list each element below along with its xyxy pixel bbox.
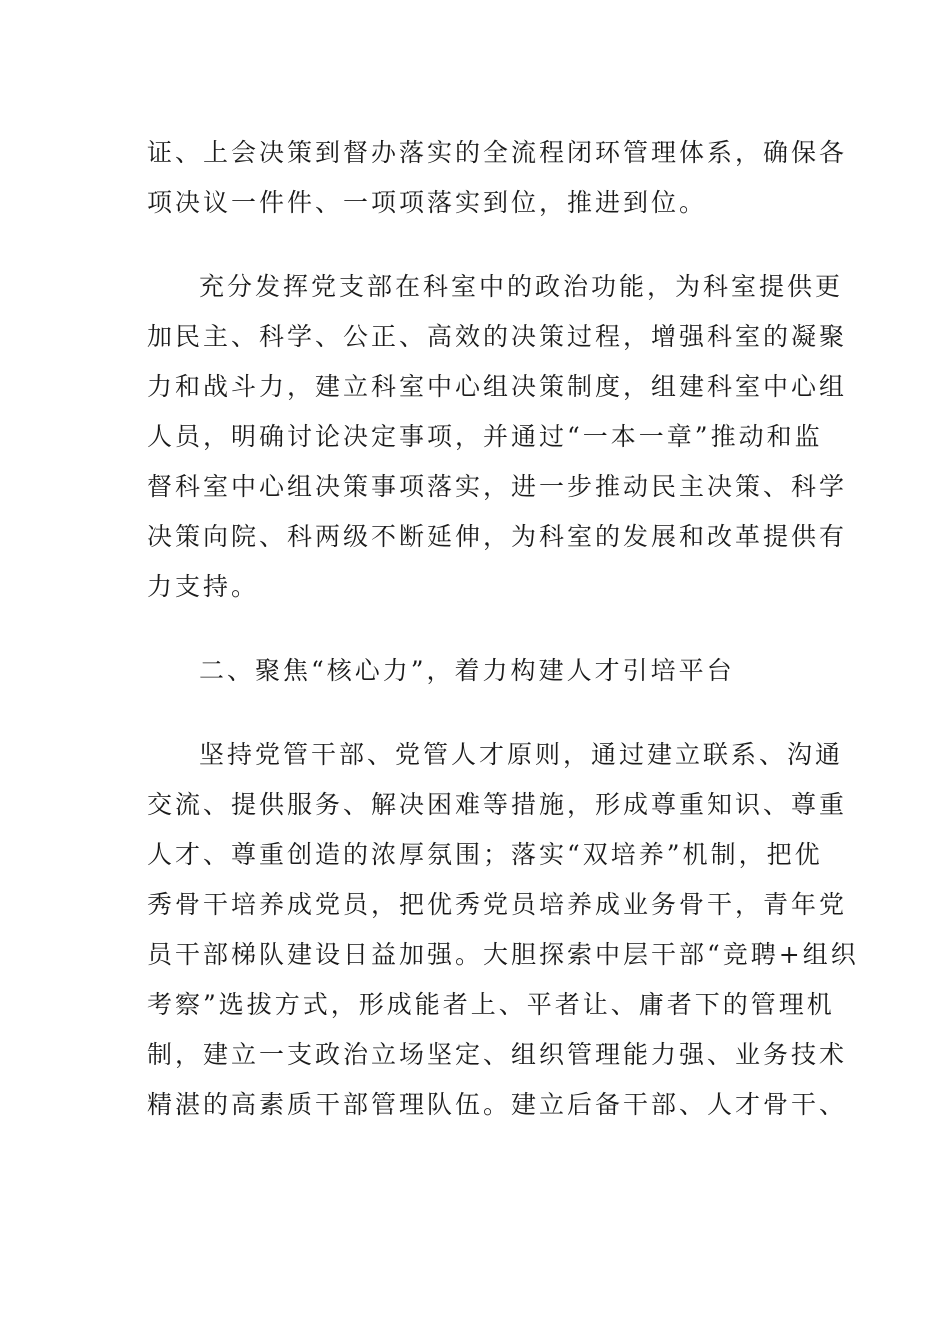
- text-line: 员干部梯队建设日益加强。大胆探索中层干部“竞聘+组织: [147, 940, 859, 969]
- paragraph-talent-platform: [147, 730, 859, 1130]
- section-heading-text: 二、聚焦“核心力”，着力构建人才引培平台: [199, 656, 735, 685]
- text-line: 考察”选拔方式，形成能者上、平者让、庸者下的管理机: [147, 990, 835, 1019]
- text-line: 精湛的高素质干部管理队伍。建立后备干部、人才骨干、: [147, 1090, 848, 1119]
- text-line: 人员，明确讨论决定事项，并通过“一本一章”推动和监: [147, 422, 823, 451]
- paragraph-closing-loop: [147, 128, 848, 228]
- text-line: 充分发挥党支部在科室中的政治功能，为科室提供更: [199, 272, 844, 301]
- text-line: 坚持党管干部、党管人才原则，通过建立联系、沟通: [199, 740, 844, 769]
- paragraph-gap: [147, 228, 807, 262]
- document-body: [147, 128, 859, 1130]
- text-line: 制，建立一支政治立场坚定、组织管理能力强、业务技术: [147, 1040, 848, 1069]
- text-line: 项决议一件件、一项项落实到位，推进到位。: [147, 188, 708, 217]
- text-line: 人才、尊重创造的浓厚氛围；落实“双培养”机制，把优: [147, 840, 823, 869]
- text-line: 加民主、科学、公正、高效的决策过程，增强科室的凝聚: [147, 322, 848, 351]
- text-line: 证、上会决策到督办落实的全流程闭环管理体系，确保各: [147, 138, 848, 167]
- text-line: 督科室中心组决策事项落实，进一步推动民主决策、科学: [147, 472, 848, 501]
- paragraph-gap: [147, 696, 807, 730]
- text-line: 秀骨干培养成党员，把优秀党员培养成业务骨干，青年党: [147, 890, 848, 919]
- text-line: 交流、提供服务、解决困难等措施，形成尊重知识、尊重: [147, 790, 848, 819]
- paragraph-gap: [147, 612, 807, 646]
- text-line: 力和战斗力，建立科室中心组决策制度，组建科室中心组: [147, 372, 848, 401]
- section-heading: [147, 646, 807, 696]
- text-line: 力支持。: [147, 572, 260, 601]
- text-line: 决策向院、科两级不断延伸，为科室的发展和改革提供有: [147, 522, 848, 551]
- paragraph-political-function: [147, 262, 848, 612]
